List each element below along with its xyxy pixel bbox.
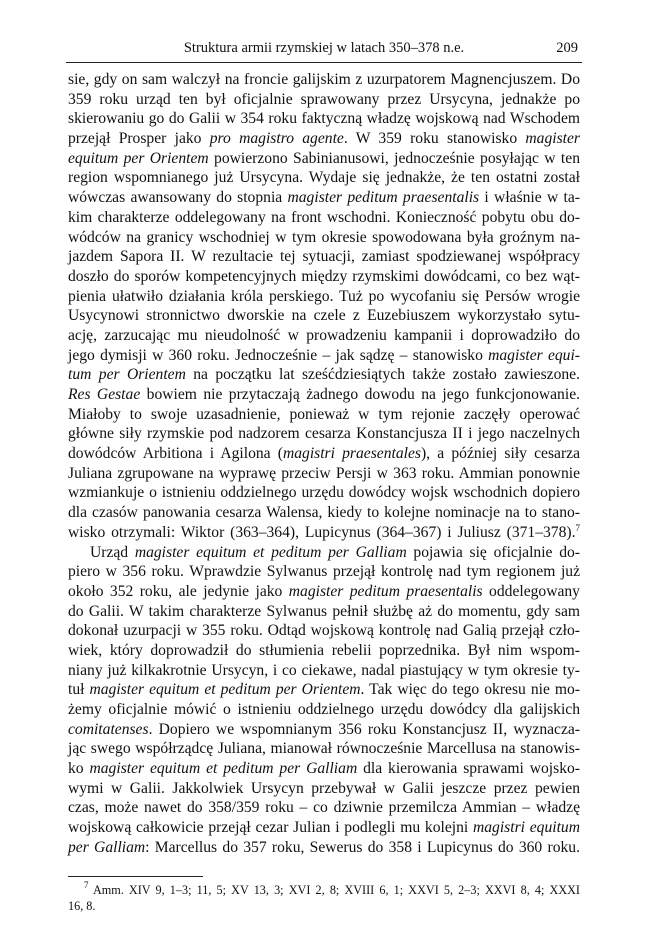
text-run: ację, zarzucając mu nieudolność w prowadzeniu kampanii i doprowadziło do [68,326,580,344]
text-run: jazdem Sapora II. W rezultacie tej sytuacji, zamiast spodziewanej współpracy [68,248,580,266]
italic-text: comitatenses [68,720,149,738]
text-run: . Dopiero we wspomnianym 356 roku Konstancjusz II, wyznacza- [148,720,580,738]
text-run: wówczas awansowany do stopnia [68,189,288,207]
text-run: powierzono Sabinianusowi, jednocześnie posyłając w ten [208,149,580,167]
text-run: do Galii. W takim charakterze Sylwanus pełnił służbę aż do momentu, gdy sam [68,602,580,620]
italic-text: magister peditum praesentalis [288,582,483,600]
text-run: i właśnie w ta- [479,189,580,207]
text-line [68,444,580,464]
footnote-rule [68,876,203,877]
text-line [68,365,580,385]
text-run: tuł [68,681,90,699]
text-line [68,543,580,563]
text-line [68,346,580,366]
text-run: Juliana zgrupowane na wyprawę przeciw Persji w 363 roku. Ammian ponownie [68,464,580,482]
text-run: region wspomnianego już Ursycyna. Wydaje się jednakże, że ten ostatni został [68,169,580,187]
running-header [68,38,580,58]
text-line [68,798,580,818]
text-run: doszło do sporów kompetencyjnych między rzymskimi dowódcami, co bez wąt- [68,267,580,285]
text-line [68,700,580,720]
footnote-line [68,898,580,914]
text-run: jąc swego współrządcę Juliana, mianował równocześnie Marcellusa na stanowis- [68,740,580,758]
footnote-marker: 7 [575,522,580,533]
text-run: skierowaniu go do Galii w 354 roku faktyczną władzę wojskową nad Wschodem [68,110,580,128]
text-line [68,582,580,602]
italic-text: magister equitum et peditum per Orientem [89,681,361,699]
text-run: niany już kilkakrotnie Ursycyn, i co ciekawe, nadal piastujący w tym okresie ty- [68,661,580,679]
text-run: dla kierowania sprawami wojsko- [357,760,580,778]
text-line [68,208,580,228]
text-line [68,90,580,110]
text-line [68,523,580,543]
text-line [68,779,580,799]
italic-text: magister [525,130,580,148]
text-line [68,562,580,582]
page-number: 209 [556,40,578,56]
italic-text: per Galliam [68,838,146,856]
text-line [68,680,580,700]
italic-text: magistri praesentales [282,445,421,463]
text-line [68,641,580,661]
italic-text: magister equitum et peditum per Galliam [134,543,407,561]
text-run: wojskową całkowicie przejął cezar Julian i podlegli mu kolejni [68,819,473,837]
text-run: czas, może nawet do 358/359 roku – co dziwnie przemilcza Ammian – władzę [68,799,580,817]
italic-text: tum per Orientem [68,366,186,384]
text-run: Miałoby to swoje uzasadnienie, ponieważ w tym rejonie zaczęły operować [68,405,580,423]
text-line [68,405,580,425]
text-run: główne siły rzymskie pod nadzorem cesarza Konstancjusza II i jego naczelnych [68,425,580,443]
text-run: na początku lat sześćdziesiątych także zostało zawieszone. [185,366,580,384]
text-line [68,228,580,248]
text-line [68,247,580,267]
text-line [68,838,580,858]
text-line [68,621,580,641]
text-run: wisko otrzymali: Wiktor (363–364), Lupicynus (364–367) i Juliusz (371–378). [68,523,576,541]
text-line [68,188,580,208]
italic-text: equitum per Orientem [68,149,209,167]
footnote-line [68,882,580,898]
text-line [68,464,580,484]
text-run: bowiem nie przytaczają żadnego dowodu na jego funkcjonowanie. [140,386,581,403]
text-line [68,483,580,503]
italic-text: magister equi- [488,346,580,364]
text-run: kim charakterze oddelegowany na front wschodni. Konieczność pobytu obu do- [68,208,580,226]
text-line [68,661,580,681]
text-line [68,306,580,326]
text-line [68,149,580,169]
text-run: sie, gdy on sam walczył na froncie galijskim z uzurpatorem Magnencjuszem. Do [68,71,580,88]
text-run: : Marcellus do 357 roku, Sewerus do 358 i Lupicynus do 360 roku. [145,838,580,856]
text-run: dokonał uzurpacji w 355 roku. Odtąd wojskową kontrolę nad Galią przejął czło- [68,622,580,640]
text-run: przejął Prosper jako [68,130,210,148]
header-rule [66,62,582,63]
text-run: wiek, który doprowadził do stłumienia rebelii poprzednika. Był nim wspom- [68,641,580,659]
body-text [68,70,580,858]
text-line [68,326,580,346]
text-run: żemy oficjalnie mówić o istnieniu oddzielnego urzędu dowódcy dla galijskich [68,701,580,718]
text-line [68,720,580,740]
text-run: dowódców Arbitiona i Agilona ( [68,445,283,463]
text-line [68,168,580,188]
text-line [68,602,580,622]
text-run: . W 359 roku stanowisko [343,130,526,148]
text-run: pojawia się oficjalnie do- [406,543,580,561]
text-run: dla czasów panowania cesarza Walensa, kiedy to kolejne nominacje na to stano- [68,504,580,522]
text-line [68,424,580,444]
text-line [68,385,580,405]
text-run: Amm. XIV 9, 1–3; 11, 5; XV 13, 3; XVI 2, 8; XVIII 6, 1; XXVI 5, 2–3; XXVI 8, 4; XXXI [88,883,580,897]
text-run: 16, 8. [68,899,96,913]
text-run: ko [68,760,90,778]
text-run: 359 roku urząd ten był oficjalnie sprawowany przez Ursycyna, jednakże po [68,90,580,108]
text-run: wzmiankuje o istnieniu oddzielnego urzędu dowódcy wojsk wschodnich dopiero [68,484,580,502]
italic-text: Res Gestae [68,386,141,403]
text-run: wódców na granicy wschodniej w tym okresie spowodowana była groźnym na- [68,228,580,246]
text-line [68,287,580,307]
text-run: ), a później siły cesarza [420,445,581,463]
text-run: Usycynowi stronnictwo dworskie na czele z Euzebiuszem wykorzystało sytu- [68,307,580,325]
running-title: Struktura armii rzymskiej w latach 350–378 n.e. [183,40,465,56]
text-run: . Tak więc do tego okresu nie mo- [360,681,580,699]
footnotes [68,882,580,914]
text-line [68,267,580,287]
text-line [68,818,580,838]
footnote-marker: 7 [84,880,89,890]
italic-text: magister peditum praesentalis [287,189,480,207]
text-run: oddelegowany [482,582,580,600]
italic-text: magistri equitum [472,819,580,837]
text-line [68,70,580,90]
text-line [68,759,580,779]
text-run: pienia ułatwiło działania króla perskiego. Tuż po wycofaniu się Persów wrogie [68,287,580,305]
text-run: wymi w Galii. Jakkolwiek Ursycyn przebywał w Galii jeszcze przez pewien [68,779,580,797]
text-line [68,129,580,149]
text-run: piero w 356 roku. Wprawdzie Sylwanus przejął kontrolę nad tym regionem już [68,563,580,581]
text-line [68,503,580,523]
text-line [68,739,580,759]
italic-text: magister equitum et peditum per Galliam [89,760,358,778]
text-run: około 352 roku, ale jedynie jako [68,582,289,600]
text-run: Urząd [90,543,135,561]
text-line [68,109,580,129]
text-run: jego dymisji w 360 roku. Jednocześnie – jak sądzę – stanowisko [68,346,489,364]
italic-text: pro magistro agente [209,130,344,148]
